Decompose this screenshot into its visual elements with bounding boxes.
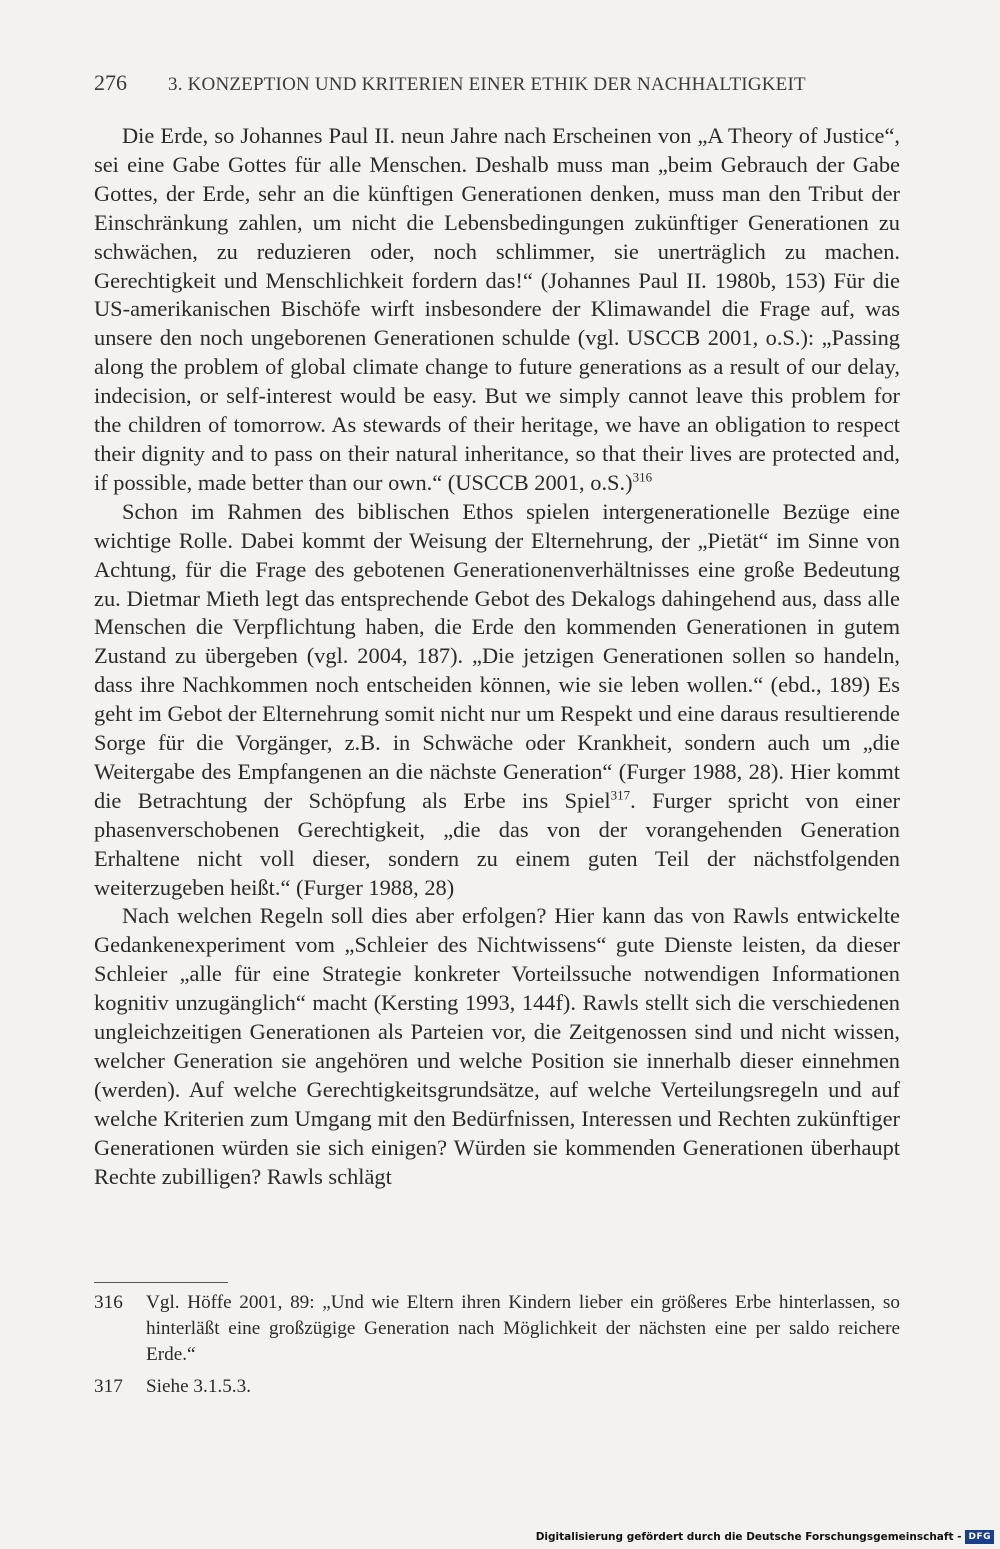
dfg-watermark: [536, 1528, 994, 1546]
footnote-number: 316: [94, 1292, 123, 1313]
paragraph-text: Nach welchen Regeln soll dies aber erfolgen? Hier kann das von Rawls entwickelte Gedankenexperiment vom „Schleier des Nichtwissens“ gute Dienste leisten, da dieser Schleier „alle für eine Strategie konkreter Vorteilssuche notwendigen Informationen kognitiv unzugänglich“ macht (Kersting 1993, 144f). Rawls stellt sich die verschiedenen ungleichzeitigen Generationen als Parteien vor, die Zeitgenossen sind und nicht wissen, welcher Generation sie angehören und welche Position sie innerhalb dieser einnehmen (werden). Auf welche Gerechtigkeitsgrundsätze, auf welche Verteilungsregeln und auf welche Kriterien zum Umgang mit den Bedürfnissen, Interessen und Rechten zukünftiger Generationen würden sie sich einigen? Würden sie kommenden Generationen überhaupt Rechte zubilligen? Rawls schlägt: [94, 903, 900, 1189]
footnote: [94, 1290, 900, 1368]
paragraph-text: Schon im Rahmen des biblischen Ethos spielen intergenerationelle Bezüge eine wichtige Rolle. Dabei kommt der Weisung der Elternehrung, der „Pietät“ im Sinne von Achtung, für die Frage des gebotenen Generationenverhältnisses eine große Bedeutung zu. Dietmar Mieth legt das entsprechende Gebot des Dekalogs dahingehend aus, dass alle Menschen die Verpflichtung haben, die Erde den kommenden Generationen in gutem Zustand zu übergeben (vgl. 2004, 187). „Die jetzigen Generationen sollen so handeln, dass ihre Nachkommen noch entscheiden können, wie sie leben wollen.“ (ebd., 189) Es geht im Gebot der Elternehrung somit nicht nur um Respekt und eine daraus resultierende Sorge für die Vorgänger, z.B. in Schwäche oder Krankheit, sondern auch um „die Weitergabe des Empfangenen an die nächste Generation“ (Furger 1988, 28). Hier kommt die Betrachtung der Schöpfung als Erbe ins Spiel: [94, 498, 900, 813]
footnote-separator: [94, 1282, 228, 1283]
body-text: [94, 122, 900, 1192]
footnote-number: 317: [94, 1376, 123, 1397]
footnote-text: Vgl. Höffe 2001, 89: „Und wie Eltern ihren Kindern lieber ein größeres Erbe hinterlassen, so hinterläßt eine großzügige Generation nach Möglichkeit der nächsten eine per saldo reichere Erde.“: [146, 1292, 900, 1365]
running-head: [94, 66, 914, 100]
footnote: [94, 1374, 900, 1400]
paragraph: [94, 902, 900, 1191]
dfg-logo-icon: DFG: [965, 1530, 994, 1544]
paragraph: [94, 122, 900, 498]
footnote-marker[interactable]: 316: [632, 469, 653, 485]
paragraph-text: Die Erde, so Johannes Paul II. neun Jahre nach Erscheinen von „A Theory of Justice“, sei eine Gabe Gottes für alle Menschen. Deshalb muss man „beim Gebrauch der Gabe Gottes, der Erde, sehr an die künftigen Generationen denken, muss man den Tribut der Einschränkung zahlen, um nicht die Lebensbedingungen zukünftiger Generationen zu schwächen, zu reduzieren oder, noch schlimmer, sie unerträglich zu machen. Gerechtigkeit und Menschlichkeit fordern das!“ (Johannes Paul II. 1980b, 153) Für die US-amerikanischen Bischöfe wirft insbesondere der Klimawandel die Frage auf, was unsere den noch ungeborenen Generationen schulde (vgl. USCCB 2001, o.S.): „Passing along the problem of global climate change to future generations as a result of our delay, indecision, or self-interest would be easy. But we simply cannot leave this problem for the children of tomorrow. As stewards of their heritage, we have an obligation to respect their dignity and to pass on their natural inheritance, so that their lives are protected and, if possible, made better than our own.“ (USCCB 2001, o.S.): [94, 123, 900, 495]
paragraph-text-continued: . Furger spricht von einer phasenverschobenen Gerechtigkeit, „die das von der vorangehenden Generation Erhaltene nicht voll dieser, sondern zu einem guten Teil der nächstfolgenden weiterzugeben heißt.“ (Furger 1988, 28): [94, 787, 900, 900]
watermark-text: Digitalisierung gefördert durch die Deutsche Forschungsgemeinschaft -: [535, 1531, 962, 1543]
page-number: 276: [94, 70, 127, 95]
footnote-text: Siehe 3.1.5.3.: [146, 1376, 251, 1397]
paragraph: [94, 498, 900, 903]
footnote-marker[interactable]: 317: [610, 787, 631, 803]
running-title: 3. KONZEPTION UND KRITERIEN EINER ETHIK DER NACHHALTIGKEIT: [168, 74, 806, 95]
footnotes: [94, 1290, 900, 1406]
